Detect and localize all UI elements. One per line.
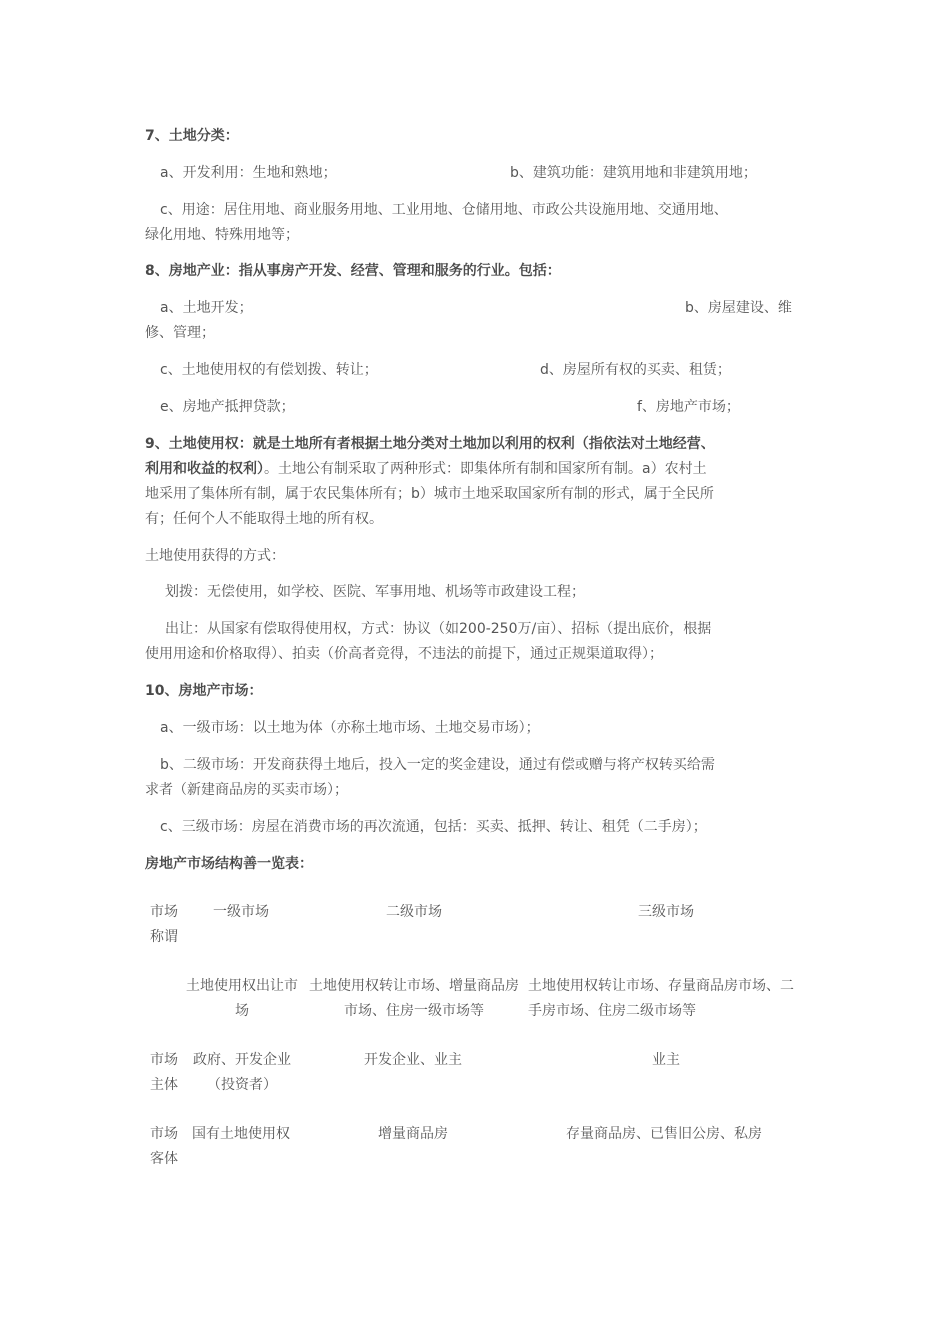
table-row1-col3: 三级市场 — [638, 904, 694, 920]
row-label-line2: 主体 — [150, 1077, 178, 1093]
section-7-item-c-line2: 绿化用地、特殊用地等； — [145, 227, 299, 243]
method-transfer-line1: 出让：从国家有偿取得使用权，方式：协议（如200-250万/亩）、招标（提出底价，根据 — [165, 621, 712, 637]
table-row4-col3: 存量商品房、已售旧公房、私房 — [566, 1126, 762, 1142]
section-7-item-a: a、开发利用：生地和熟地； — [160, 165, 337, 181]
cell-line1: 土地使用权出让市 — [186, 978, 298, 994]
table-title: 房地产市场结构善一览表： — [145, 856, 313, 872]
table-row1-col1: 一级市场 — [213, 904, 269, 920]
section-9-line2 — [145, 459, 707, 479]
cell-line1: 土地使用权转让市场、增量商品房 — [309, 978, 519, 994]
section-8-heading: 8、房地产业：指从事房产开发、经营、管理和服务的行业。包括： — [145, 263, 561, 279]
table-row4-label — [150, 1122, 178, 1172]
section-8-item-e: e、房地产抵押贷款； — [160, 399, 295, 415]
section-9-line3: 地采用了集体所有制，属于农民集体所有；b）城市土地采取国家所有制的形式，属于全民所 — [145, 486, 714, 502]
cell-line2: （投资者） — [207, 1077, 277, 1093]
section-10-heading: 10、房地产市场： — [145, 683, 263, 699]
table-row3-col3: 业主 — [652, 1052, 680, 1068]
section-8-item-a: a、土地开发； — [160, 300, 253, 316]
section-10-item-b-line1: b、二级市场：开发商获得土地后，投入一定的奖金建设，通过有偿或赠与将产权转买给需 — [160, 757, 715, 773]
section-9-line4: 有；任何个人不能取得土地的所有权。 — [145, 511, 383, 527]
table-row1-label — [150, 900, 178, 950]
section-10-item-b-line2: 求者（新建商品房的买卖市场）； — [145, 782, 348, 798]
section-8-item-b-line2: 修、管理； — [145, 325, 215, 341]
table-row2-col3 — [528, 974, 794, 1024]
section-9-heading-line2: 利用和收益的权利） — [145, 461, 264, 477]
table-row3-label — [150, 1048, 178, 1098]
table-row2-col2 — [304, 974, 524, 1024]
table-row4-col2: 增量商品房 — [378, 1126, 448, 1142]
row-label-line1: 市场 — [150, 1052, 178, 1068]
row-label-line2: 客体 — [150, 1151, 178, 1167]
section-8-item-f: f、房地产市场； — [637, 399, 740, 415]
table-row4-col1: 国有土地使用权 — [192, 1126, 290, 1142]
section-8-item-c: c、土地使用权的有偿划拨、转让； — [160, 362, 378, 378]
method-transfer-line2: 使用用途和价格取得）、拍卖（价高者竞得，不违法的前提下，通过正规渠道取得）； — [145, 646, 663, 662]
section-7-item-b: b、建筑功能：建筑用地和非建筑用地； — [510, 165, 757, 181]
section-7-heading: 7、土地分类： — [145, 128, 239, 144]
row-label-line1: 市场 — [150, 1126, 178, 1142]
table-row3-col1 — [187, 1048, 297, 1098]
table-row3-col2: 开发企业、业主 — [364, 1052, 462, 1068]
cell-line2: 场 — [235, 1003, 249, 1019]
land-use-methods-title: 土地使用获得的方式： — [145, 548, 285, 564]
section-9-line2-text: 。土地公有制采取了两种形式：即集体所有制和国家所有制。a）农村土 — [264, 461, 707, 477]
method-allocation: 划拨：无偿使用，如学校、医院、军事用地、机场等市政建设工程； — [165, 584, 585, 600]
section-8-item-b-line1: b、房屋建设、维 — [685, 300, 792, 316]
row-label-line1: 市场 — [150, 904, 178, 920]
section-8-item-d: d、房屋所有权的买卖、租赁； — [540, 362, 731, 378]
cell-line2: 市场、住房一级市场等 — [344, 1003, 484, 1019]
section-10-item-c: c、三级市场：房屋在消费市场的再次流通，包括：买卖、抵押、转让、租凭（二手房）； — [160, 819, 707, 835]
table-row2-col1 — [183, 974, 301, 1024]
section-9-heading-line1: 9、土地使用权：就是土地所有者根据土地分类对土地加以利用的权利（指依法对土地经营、 — [145, 436, 715, 452]
cell-line1: 土地使用权转让市场、存量商品房市场、二 — [528, 978, 794, 994]
table-row1-col2: 二级市场 — [386, 904, 442, 920]
cell-line1: 政府、开发企业 — [193, 1052, 291, 1068]
section-7-item-c-line1: c、用途：居住用地、商业服务用地、工业用地、仓储用地、市政公共设施用地、交通用地、 — [160, 202, 728, 218]
row-label-line2: 称谓 — [150, 929, 178, 945]
cell-line2: 手房市场、住房二级市场等 — [528, 1003, 696, 1019]
section-10-item-a: a、一级市场：以土地为体（亦称土地市场、土地交易市场）； — [160, 720, 540, 736]
